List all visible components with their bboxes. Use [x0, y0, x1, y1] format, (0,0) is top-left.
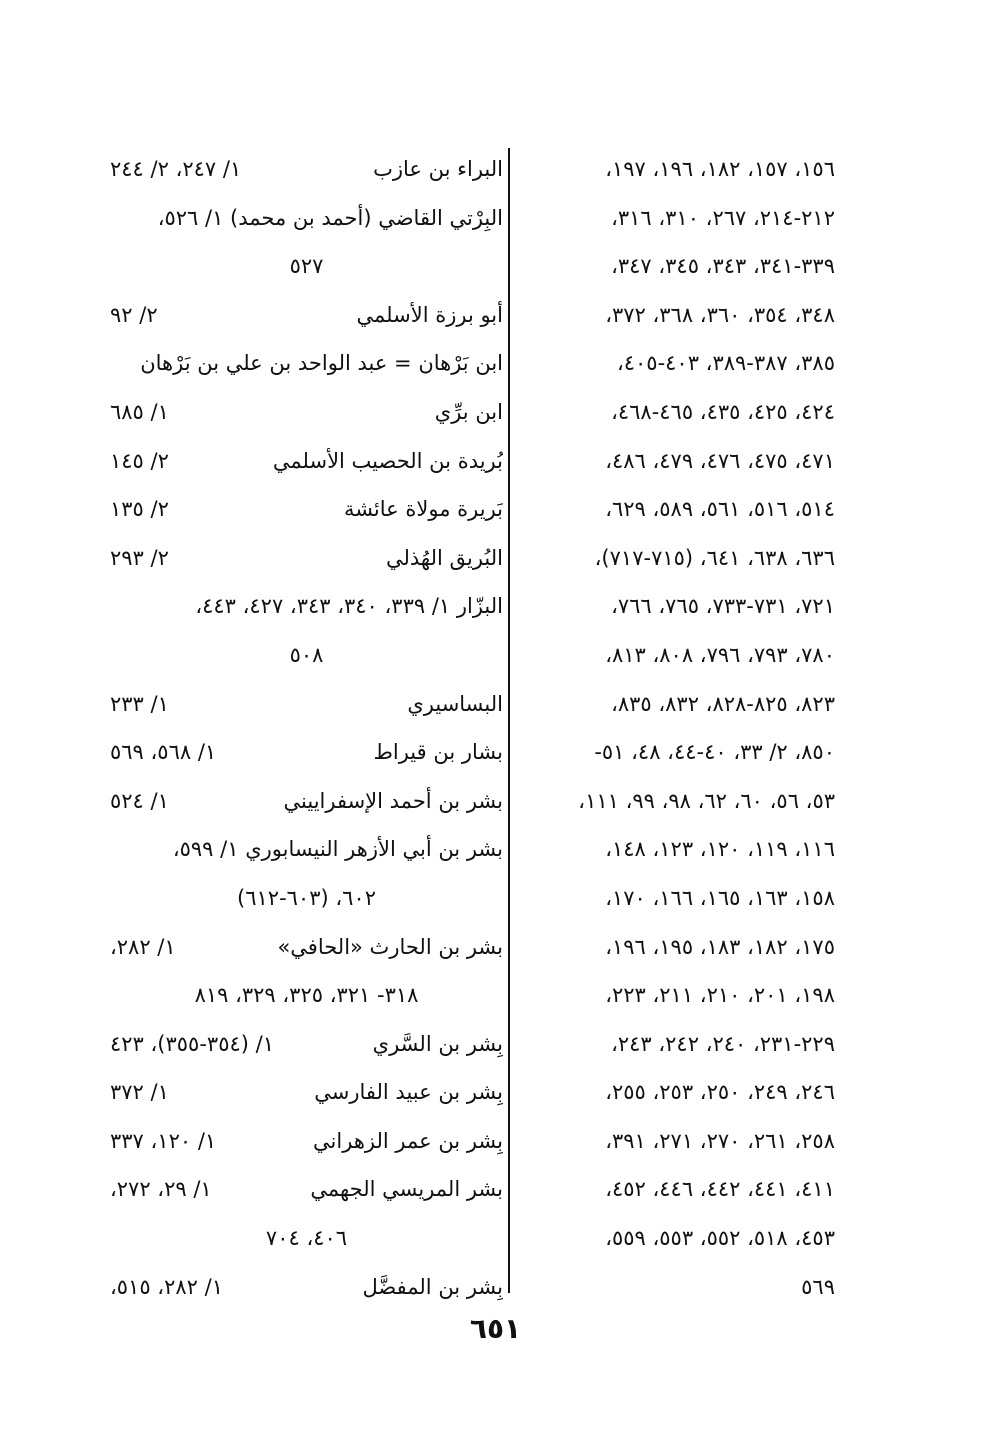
page-ref-line: ٣٣٩-٣٤١، ٣٤٣، ٣٤٥، ٣٤٧،: [611, 254, 835, 279]
index-entry: [110, 1068, 503, 1117]
index-entry: [110, 777, 503, 826]
entry-name: بِشر بن السَّري: [372, 1031, 503, 1056]
index-entry: [110, 485, 503, 534]
page-ref-line: ٧٨٠، ٧٩٣، ٧٩٦، ٨٠٨، ٨١٣،: [605, 642, 835, 667]
entry-pages: ٢/ ١٤٥: [110, 448, 169, 473]
entry-name: بشر المريسي الجهمي: [310, 1177, 503, 1202]
entry-name: بِشر بن المفضَّل: [362, 1274, 503, 1299]
page-ref-line: ١٥٦، ١٥٧، ١٨٢، ١٩٦، ١٩٧،: [605, 157, 835, 181]
entry-name: البساسيري: [407, 691, 503, 716]
entry-pages: ٢/ ٩٢: [110, 302, 158, 327]
index-entry: [110, 582, 503, 631]
page-ref-line: ٤٧١، ٤٧٥، ٤٧٦، ٤٧٩، ٤٨٦،: [605, 448, 835, 473]
page-ref-line: ١٥٨، ١٦٣، ١٦٥، ١٦٦، ١٧٠،: [605, 885, 835, 910]
page-ref-line: ٢٤٦، ٢٤٩، ٢٥٠، ٢٥٣، ٢٥٥،: [605, 1080, 835, 1105]
page-ref-line: ٨٥٠، ٢/ ٣٣، ٤٠-٤٤، ٤٨، ٥١-: [594, 740, 835, 765]
entry-pages: ١/ ٢٩، ٢٧٢،: [110, 1177, 212, 1202]
right-column: [515, 145, 835, 1311]
entry-pages: ١/ ٥٢٤: [110, 788, 169, 813]
page-ref-line: ٤١١، ٤٤١، ٤٤٢، ٤٤٦، ٤٥٢،: [605, 1177, 835, 1202]
page-ref-line: ٤٥٣، ٥١٨، ٥٥٢، ٥٥٣، ٥٥٩،: [605, 1226, 835, 1251]
entry-name: البزّار ١/ ٣٣٩، ٣٤٠، ٣٤٣، ٤٢٧، ٤٤٣،: [195, 594, 503, 619]
index-entry: [110, 437, 503, 486]
page-ref-line: ٧٢١، ٧٣١-٧٣٣، ٧٦٥، ٧٦٦،: [611, 594, 835, 619]
page-ref-line: ٢٥٨، ٢٦١، ٢٧٠، ٢٧١، ٣٩١،: [605, 1128, 835, 1153]
entry-pages: ١/ ١٢٠، ٣٣٧: [110, 1128, 217, 1153]
entry-name: بِشر بن عبيد الفارسي: [314, 1080, 503, 1105]
entry-name: بَريرة مولاة عائشة: [343, 497, 503, 522]
entry-name: البراء بن عازب: [373, 157, 503, 181]
index-entry-continuation: ٣١٨- ٣٢١، ٣٢٥، ٣٢٩، ٨١٩: [194, 983, 419, 1008]
column-divider: [508, 148, 510, 1293]
index-entry-continuation: ٥٢٧: [289, 254, 324, 279]
entry-pages: ١/ ٥٦٨، ٥٦٩: [110, 740, 217, 765]
entry-pages: ٢/ ١٣٥: [110, 497, 169, 522]
index-entry: [110, 291, 503, 340]
entry-name: أبو برزة الأسلمي: [356, 302, 503, 327]
index-entry: [110, 1165, 503, 1214]
entry-pages: ١/ ٢٨٢،: [110, 934, 176, 959]
index-entry: [110, 145, 503, 194]
index-entry: [110, 1263, 503, 1312]
index-entry-continuation: ٦٠٢، (٦٠٣-٦١٢): [237, 885, 376, 910]
entry-name: بشر بن أحمد الإسفراييني: [283, 788, 503, 813]
entry-name: بشر بن أبي الأزهر النيسابوري ١/ ٥٩٩،: [172, 837, 503, 862]
page-ref-line: ٨٢٣، ٨٢٥-٨٢٨، ٨٣٢، ٨٣٥،: [611, 691, 835, 716]
index-entry: [110, 923, 503, 972]
entry-name: بِشر بن عمر الزهراني: [313, 1128, 503, 1153]
index-entry: [110, 388, 503, 437]
page-ref-line: ٣٨٥، ٣٨٧-٣٨٩، ٤٠٣-٤٠٥،: [616, 351, 835, 376]
index-entry: [110, 680, 503, 729]
entry-pages: ١/ ٣٧٢: [110, 1080, 169, 1105]
entry-name: البُريق الهُذلي: [385, 545, 503, 570]
index-entry-continuation: ٥٠٨: [289, 642, 324, 667]
page-ref-line: ٥٦٩: [801, 1274, 835, 1299]
page-ref-line: ٥٣، ٥٦، ٦٠، ٦٢، ٩٨، ٩٩، ١١١،: [578, 788, 835, 813]
page-ref-line: ١٩٨، ٢٠١، ٢١٠، ٢١١، ٢٢٣،: [605, 983, 835, 1008]
entry-pages: ١/ (٣٥٤-٣٥٥)، ٤٢٣: [110, 1031, 274, 1056]
entry-name: بشار بن قيراط: [373, 740, 503, 765]
page-ref-line: ٢١٢-٢١٤، ٢٦٧، ٣١٠، ٣١٦،: [611, 205, 835, 230]
entry-pages: ١/ ٢٨٢، ٥١٥،: [110, 1274, 223, 1299]
left-column: [110, 145, 503, 1311]
page-ref-line: ١٧٥، ١٨٢، ١٨٣، ١٩٥، ١٩٦،: [605, 934, 835, 959]
index-entry: [110, 194, 503, 243]
entry-name: البِرْتي القاضي (أحمد بن محمد) ١/ ٥٢٦،: [157, 205, 503, 230]
index-entry: [110, 1020, 503, 1069]
page-number: ٦٥١: [469, 1312, 522, 1345]
entry-name: بشر بن الحارث «الحافي»: [277, 934, 503, 959]
index-entry-continuation: ٤٠٦، ٧٠٤: [265, 1226, 348, 1251]
page-ref-line: ٢٢٩-٢٣١، ٢٤٠، ٢٤٢، ٢٤٣،: [611, 1031, 835, 1056]
page-ref-line: ٥١٤، ٥١٦، ٥٦١، ٥٨٩، ٦٢٩،: [605, 497, 835, 522]
index-entry: [110, 339, 503, 388]
page-ref-line: ٦٣٦، ٦٣٨، ٦٤١، (٧١٥-٧١٧)،: [594, 545, 835, 570]
entry-name: ابن برِّي: [434, 399, 503, 424]
entry-pages: ١/ ٦٨٥: [110, 399, 169, 424]
page-ref-line: ١١٦، ١١٩، ١٢٠، ١٢٣، ١٤٨،: [605, 837, 835, 862]
entry-pages: ١/ ٢٣٣: [110, 691, 169, 716]
entry-pages: ٢/ ٢٩٣: [110, 545, 169, 570]
page-ref-line: ٤٢٤، ٤٢٥، ٤٣٥، ٤٦٥-٤٦٨،: [611, 399, 835, 424]
index-entry: [110, 728, 503, 777]
index-entry: [110, 825, 503, 874]
page-ref-line: ٣٤٨، ٣٥٤، ٣٦٠، ٣٦٨، ٣٧٢،: [605, 302, 835, 327]
index-entry: [110, 534, 503, 583]
entry-name: ابن بَرْهان = عبد الواحد بن علي بن بَرْهان: [140, 351, 503, 376]
index-entry: [110, 1117, 503, 1166]
entry-pages: ١/ ٢٤٧، ٢/ ٢٤٤: [110, 157, 242, 181]
entry-name: بُريدة بن الحصيب الأسلمي: [272, 448, 503, 473]
